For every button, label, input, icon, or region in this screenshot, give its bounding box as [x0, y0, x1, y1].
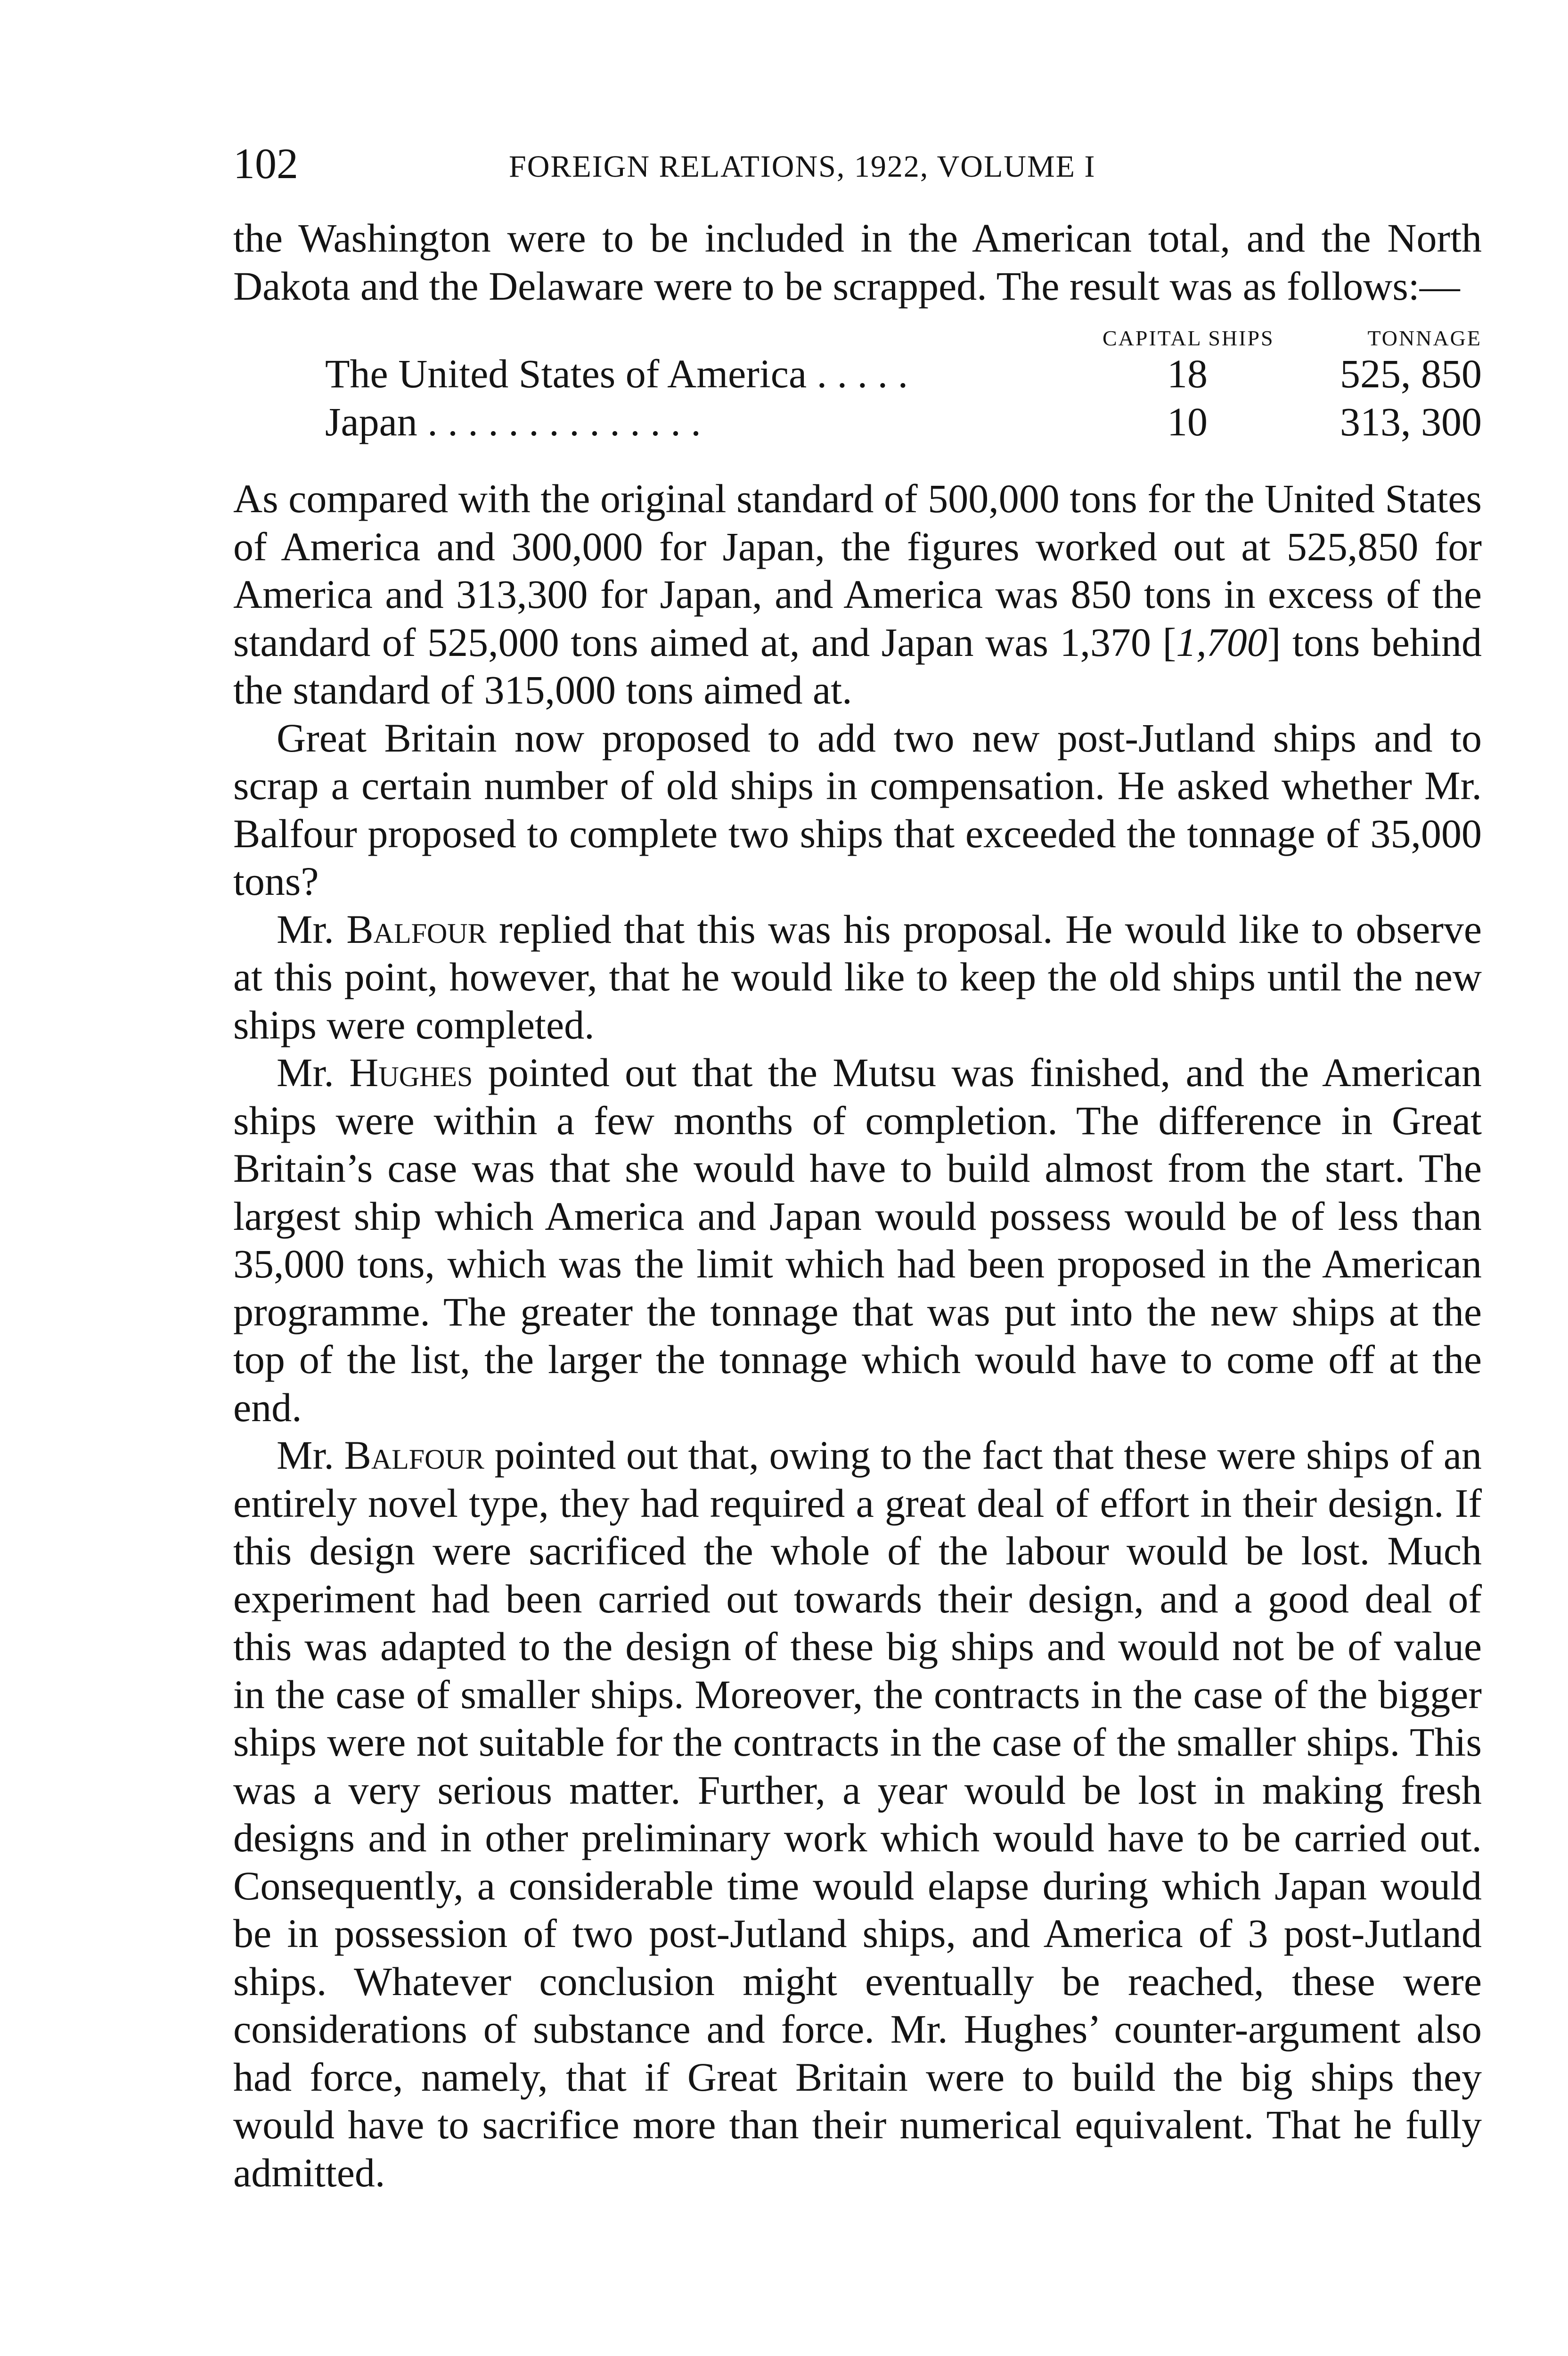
paragraph-text: pointed out that, owing to the fact that these were ships of an entirely novel type, they had required a great deal of effort in their design. If this design were sacrificed the whole of the labour would be lost. Much experiment had been carried out towards their design, and a good deal of this was adapted to the design of these big ships and would not be of value in the case of smaller ships. Moreover, the contracts in the case of the bigger ships were not suitable for the contracts in the case of the smaller ships. This was a very serious matter. Further, a year would be lost in making fresh designs and in other preliminary work which would have to be carried out. Consequently, a considerable time would elapse during which Japan would be in possession of two post-Jutland ships, and America of 3 post-Jutland ships. Whatever conclusion might eventually be reached, these were considerations of substance and force. Mr. Hughes’ counter-argument also had force, namely, that if Great Britain were to build the big ships they would have to sacrifice more than their numerical equivalent. That he fully admitted.: [233, 1432, 1482, 2195]
page-number: 102: [233, 139, 298, 188]
column-header-capital-ships: CAPITAL SHIPS: [1102, 326, 1274, 350]
paragraph-great-britain-proposal: Great Britain now proposed to add two new post-Jutland ships and to scrap a certain number of old ships in compensation. He asked whether Mr. Balfour proposed to complete two ships that exceeded the tonnage of 35,000 tons?: [233, 715, 1482, 904]
paragraph-text: pointed out that the Mutsu was finished, and the American ships were within a few months of completion. The difference in Great Britain’s case was that she would have to build almost from the start. The largest ship which America and Japan would possess would be of less than 35,000 tons, which was the limit which had been proposed in the American programme. The greater the tonnage that was put into the new ships at the top of the list, the larger the tonnage which would have to come off at the end.: [233, 1050, 1482, 1430]
capital-ships-value: 18: [1167, 351, 1208, 396]
paragraph-comparison: [233, 475, 1482, 714]
speaker-title: Mr.: [277, 1432, 334, 1478]
paragraph-balfour-reply: [233, 906, 1482, 1049]
page-body: [233, 214, 1482, 2197]
tonnage-table: [233, 310, 1482, 475]
tonnage-value: 525, 850: [1340, 351, 1482, 396]
paragraph-text: replied that this was his proposal. He would like to observe at this point, however, that he would like to keep the old ships until the new ships were completed.: [233, 906, 1482, 1047]
opening-paragraph: the Washington were to be included in the American total, and the North Dakota and the Delaware were to be scrapped. The result was as follows:—: [233, 215, 1482, 309]
table-row: [325, 398, 1482, 445]
country-name: The United States of America . . . . .: [325, 351, 908, 396]
capital-ships-value: 10: [1167, 399, 1208, 444]
speaker-name: Hughes: [349, 1050, 473, 1095]
column-header-tonnage: TONNAGE: [1367, 326, 1482, 350]
paragraph-text: As compared with the original standard of 500,000 tons for the United States of America and 300,000 for Japan, the figures worked out at 525,850 for America and 313,300 for Japan, and America was 850 tons in excess of the standard of 525,000 tons aimed at, and Japan was 1,370 [: [233, 476, 1482, 665]
paragraph-hughes-reply: [233, 1049, 1482, 1432]
tonnage-value: 313, 300: [1340, 399, 1482, 444]
speaker-title: Mr.: [277, 906, 334, 952]
speaker-title: Mr.: [277, 1050, 334, 1095]
table-row: [325, 350, 1482, 397]
country-name: Japan . . . . . . . . . . . . . .: [325, 399, 701, 444]
speaker-name: Balfour: [346, 906, 487, 952]
paragraph-text: ] tons behind the standard of 315,000 tons aimed at.: [233, 619, 1482, 712]
editorial-correction: 1,700: [1176, 619, 1267, 665]
paragraph-balfour-argument: [233, 1432, 1482, 2197]
speaker-name: Balfour: [344, 1432, 484, 1478]
page-header: [233, 138, 1505, 189]
running-head: FOREIGN RELATIONS, 1922, VOLUME I: [509, 149, 1096, 184]
